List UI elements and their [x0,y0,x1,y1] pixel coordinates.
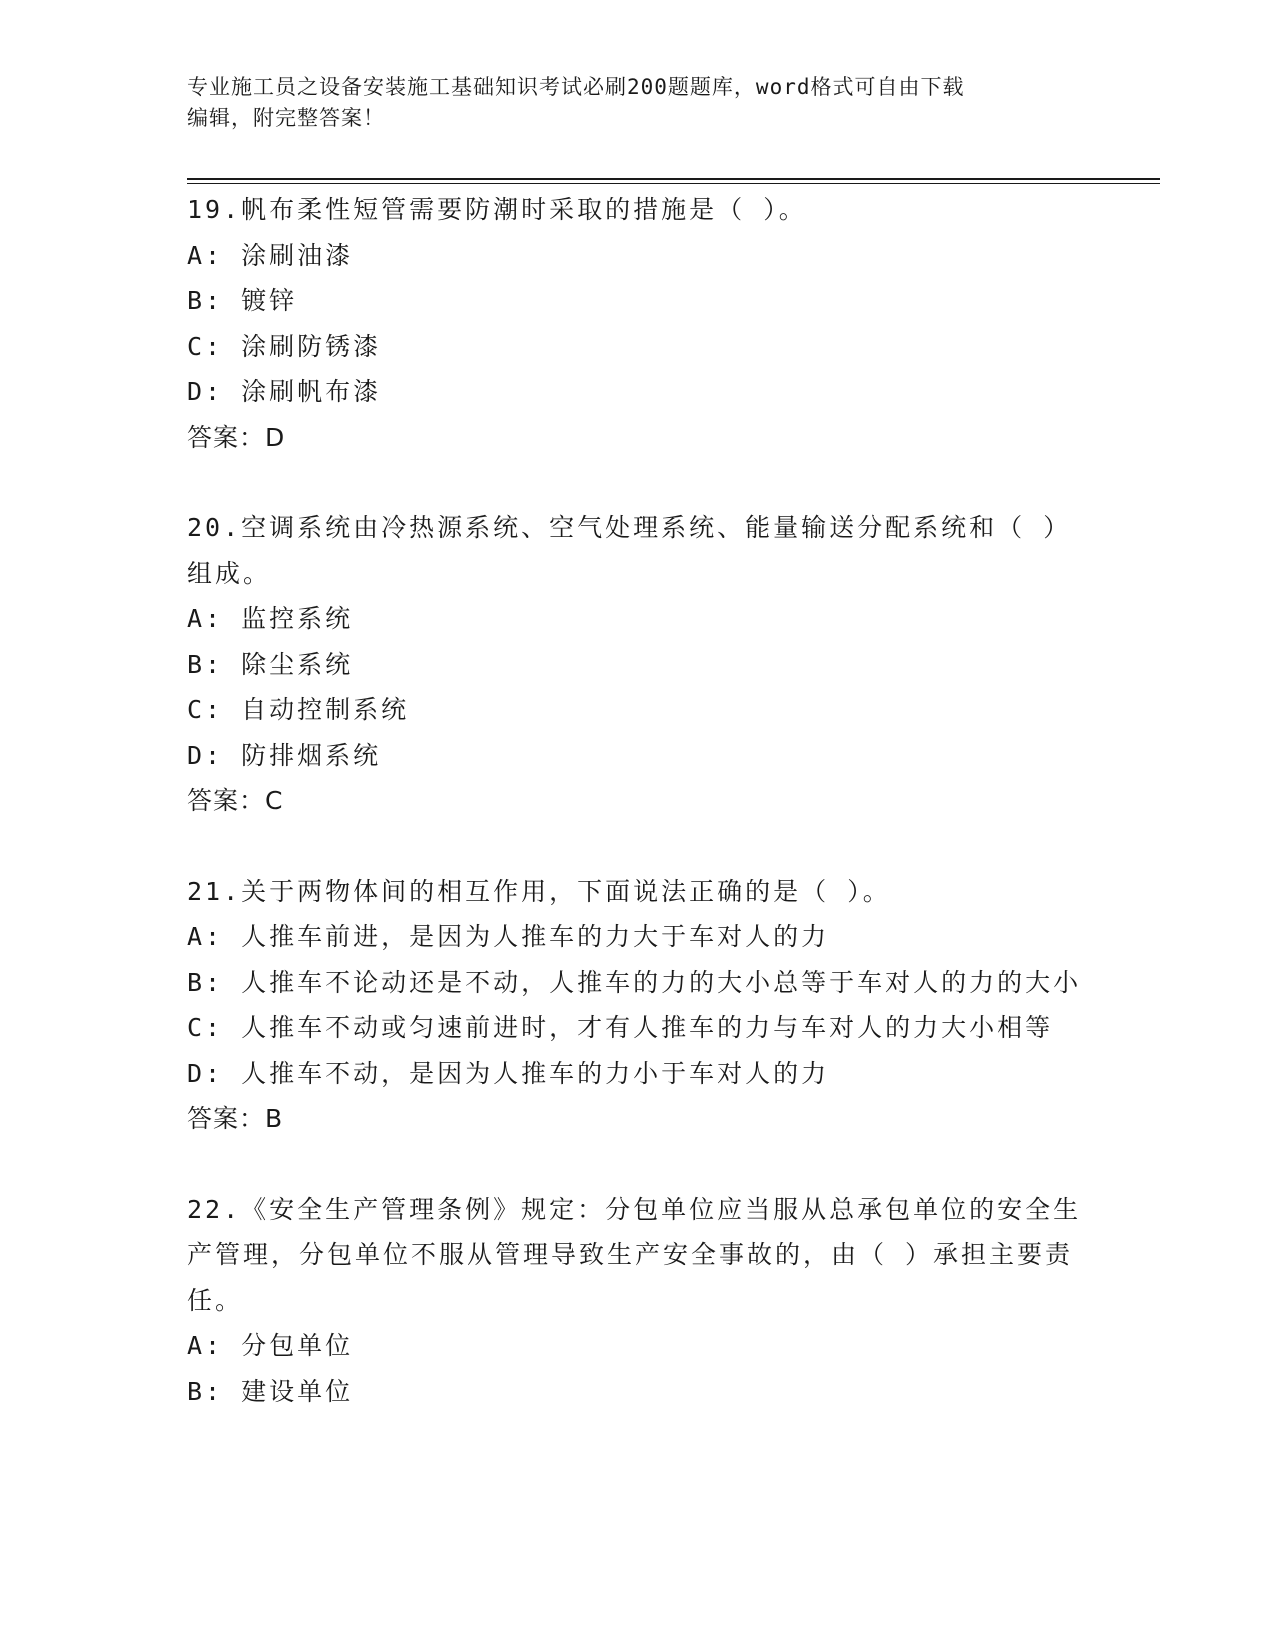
option-b: B: 除尘系统 [187,649,354,679]
option-c: C: 涂刷防锈漆 [187,331,382,361]
answer: 答案：C [187,786,284,815]
question-spacer [187,824,1087,869]
header-line-1: 专业施工员之设备安装施工基础知识考试必刷200题题库，word格式可自由下载 [187,75,965,99]
answer: 答案：B [187,1104,284,1133]
question-text: 22.《安全生产管理条例》规定：分包单位应当服从总承包单位的安全生产管理，分包单位不服从管理导致生产安全事故的，由（ ）承担主要责任。 [187,1194,1082,1315]
question-text: 21.关于两物体间的相互作用，下面说法正确的是（ ）。 [187,876,891,906]
answer: 答案：D [187,422,286,452]
question-text: 19.帆布柔性短管需要防潮时采取的措施是（ ）。 [187,195,807,224]
option-b: B: 建设单位 [187,1376,354,1406]
option-d: D: 防排烟系统 [187,740,382,770]
option-d: D: 涂刷帆布漆 [187,377,382,406]
option-a: A: 涂刷油漆 [187,240,354,270]
option-a: A: 监控系统 [187,604,354,633]
question-20 [187,505,1087,824]
question-list [187,187,1087,1414]
question-text: 20.空调系统由冷热源系统、空气处理系统、能量输送分配系统和（ ）组成。 [187,513,1072,588]
option-a: A: 分包单位 [187,1331,354,1360]
question-spacer [187,1142,1087,1187]
option-c: C: 人推车不动或匀速前进时，才有人推车的力与车对人的力大小相等 [187,1013,1054,1042]
document-header [187,72,1087,134]
question-spacer [187,460,1087,505]
option-d: D: 人推车不动，是因为人推车的力小于车对人的力 [187,1058,830,1088]
question-22 [187,1187,1087,1415]
option-a: A: 人推车前进，是因为人推车的力大于车对人的力 [187,922,830,951]
header-divider-thin [187,183,1160,184]
header-line-2: 编辑，附完整答案！ [187,106,385,130]
option-c: C: 自动控制系统 [187,695,410,724]
option-b: B: 人推车不论动还是不动，人推车的力的大小总等于车对人的力的大小 [187,967,1082,997]
option-b: B: 镀锌 [187,286,298,315]
header-divider-thick [187,178,1160,180]
question-19 [187,187,1087,460]
question-21 [187,869,1087,1142]
